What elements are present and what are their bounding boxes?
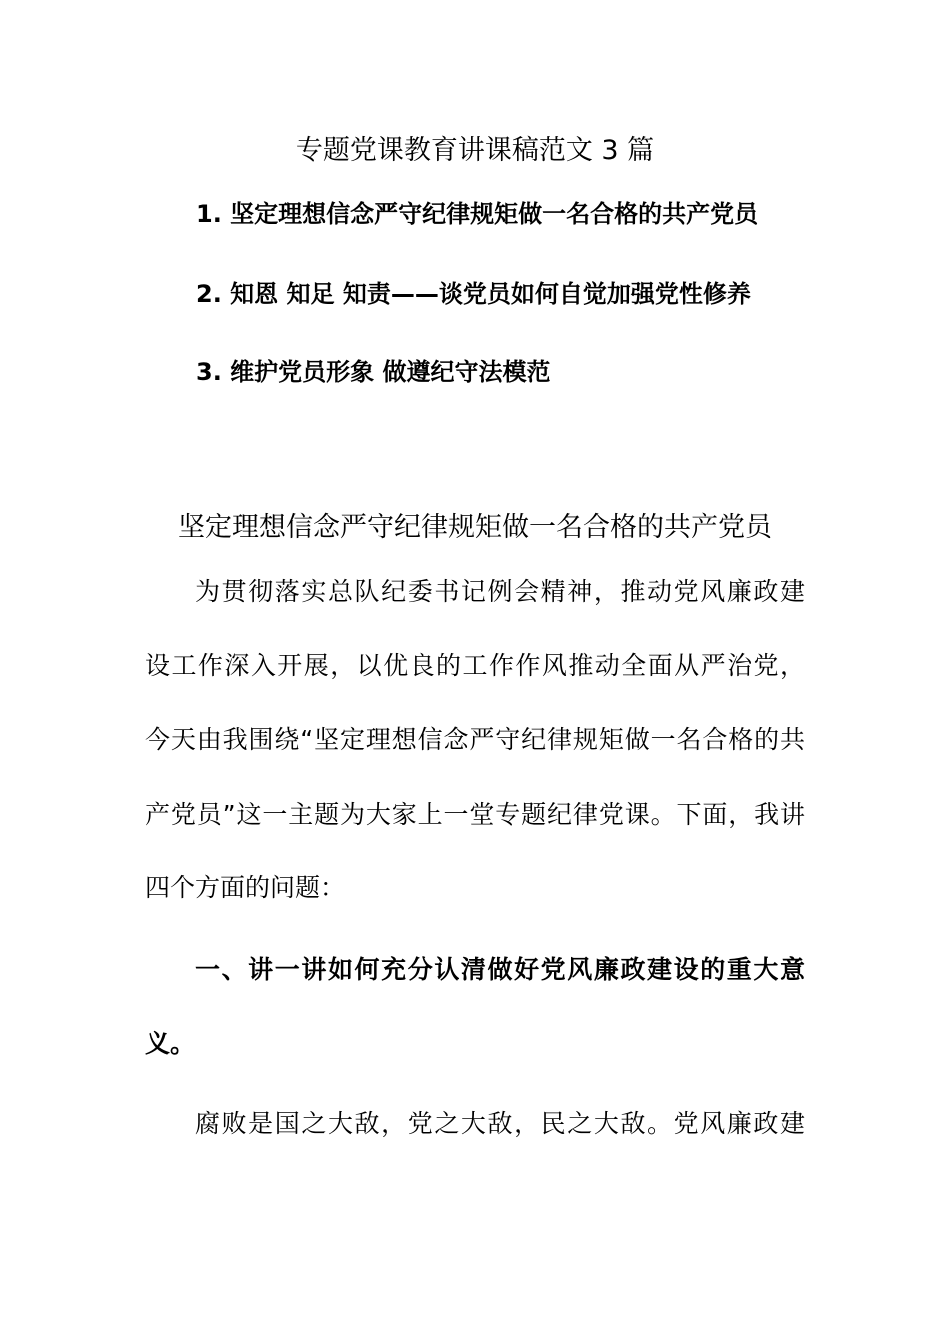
toc-item: 1. 坚定理想信念严守纪律规矩做一名合格的共产党员: [196, 200, 759, 228]
paragraph-line: 设工作深入开展，以优良的工作作风推动全面从严治党，: [145, 651, 805, 680]
paragraph-line: 四个方面的问题：: [145, 873, 346, 902]
paragraph-line: 今天由我围绕“坚定理想信念严守纪律规矩做一名合格的共: [145, 725, 805, 754]
article-title: 坚定理想信念严守纪律规矩做一名合格的共产党员: [178, 512, 772, 543]
paragraph-line: 产党员”这一主题为大家上一堂专题纪律党课。下面，我讲: [145, 800, 805, 829]
paragraph-line: 为贯彻落实总队纪委书记例会精神，推动党风廉政建: [195, 577, 805, 606]
section-heading-line: 义。: [145, 1029, 196, 1058]
paragraph-line: 腐败是国之大敌，党之大敌，民之大敌。党风廉政建: [195, 1109, 805, 1138]
toc-item: 2. 知恩 知足 知责——谈党员如何自觉加强党性修养: [196, 280, 751, 308]
toc-item: 3. 维护党员形象 做遵纪守法模范: [196, 358, 551, 386]
section-heading-line: 一、讲一讲如何充分认清做好党风廉政建设的重大意: [195, 955, 805, 984]
page-title: 专题党课教育讲课稿范文 3 篇: [295, 135, 655, 166]
